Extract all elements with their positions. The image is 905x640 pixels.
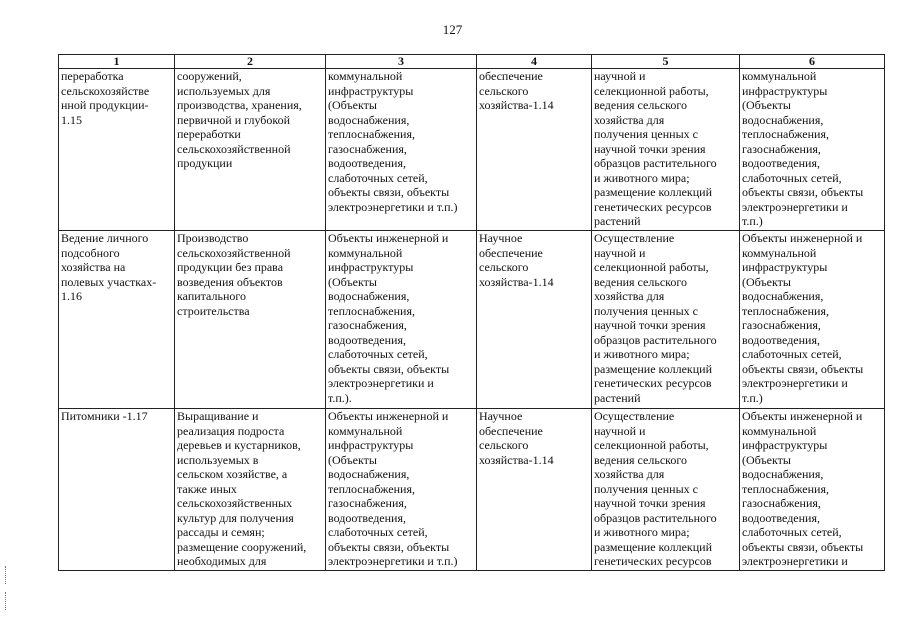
- table-cell: Объекты инженерной и коммунальной инфраструктуры (Объекты водоснабжения, теплоснабжения, газоснабжения, водоотведения, слаботочных сетей, объекты связи, объекты электроэнергетики и т.п.).: [326, 231, 477, 409]
- table-cell: Производство сельскохозяйственной продукции без права возведения объектов капитального строительства: [175, 231, 326, 409]
- table-cell: Объекты инженерной и коммунальной инфраструктуры (Объекты водоснабжения, теплоснабжения, газоснабжения, водоотведения, слаботочных сетей, объекты связи, объекты электроэнергетики и т.п.): [326, 409, 477, 571]
- column-header: 4: [477, 55, 592, 69]
- table-cell: обеспечение сельского хозяйства-1.14: [477, 69, 592, 231]
- table-row: [59, 231, 885, 409]
- scan-edge-mark: [5, 592, 8, 610]
- table-cell: Осуществление научной и селекционной работы, ведения сельского хозяйства для получения ценных с научной точки зрения образцов растительного и животного мира; размещение коллекций генетических ресурсов: [592, 409, 740, 571]
- scan-edge-mark: [5, 566, 8, 584]
- table-cell: Ведение личного подсобного хозяйства на полевых участках- 1.16: [59, 231, 175, 409]
- table-cell: Научное обеспечение сельского хозяйства-1.14: [477, 231, 592, 409]
- table-cell: переработка сельскохозяйстве нной продукции- 1.15: [59, 69, 175, 231]
- table-cell: Выращивание и реализация подроста деревьев и кустарников, используемых в сельском хозяйстве, а также иных сельскохозяйственных культур для получения рассады и семян; размещение сооружений, необходимых для: [175, 409, 326, 571]
- table-header-row: [59, 55, 885, 69]
- table-cell: Научное обеспечение сельского хозяйства-1.14: [477, 409, 592, 571]
- table-cell: Питомники -1.17: [59, 409, 175, 571]
- table-cell: сооружений, используемых для производства, хранения, первичной и глубокой переработки сельскохозяйственной продукции: [175, 69, 326, 231]
- column-header: 1: [59, 55, 175, 69]
- table-cell: Осуществление научной и селекционной работы, ведения сельского хозяйства для получения ценных с научной точки зрения образцов растительного и животного мира; размещение коллекций генетических ресурсов растений: [592, 231, 740, 409]
- column-header: 5: [592, 55, 740, 69]
- table-cell: научной и селекционной работы, ведения сельского хозяйства для получения ценных с научной точки зрения образцов растительного и животного мира; размещение коллекций генетических ресурсов растений: [592, 69, 740, 231]
- column-header: 2: [175, 55, 326, 69]
- table-cell: Объекты инженерной и коммунальной инфраструктуры (Объекты водоснабжения, теплоснабжения, газоснабжения, водоотведения, слаботочных сетей, объекты связи, объекты электроэнергетики и: [740, 409, 885, 571]
- table-row: [59, 409, 885, 571]
- land-use-table: [58, 54, 885, 571]
- page-number: 127: [442, 22, 463, 37]
- table-row: [59, 69, 885, 231]
- table-cell: коммунальной инфраструктуры (Объекты водоснабжения, теплоснабжения, газоснабжения, водоотведения, слаботочных сетей, объекты связи, объекты электроэнергетики и т.п.): [326, 69, 477, 231]
- column-header: 6: [740, 55, 885, 69]
- column-header: 3: [326, 55, 477, 69]
- table-cell: коммунальной инфраструктуры (Объекты водоснабжения, теплоснабжения, газоснабжения, водоотведения, слаботочных сетей, объекты связи, объекты электроэнергетики и т.п.): [740, 69, 885, 231]
- table-cell: Объекты инженерной и коммунальной инфраструктуры (Объекты водоснабжения, теплоснабжения, газоснабжения, водоотведения, слаботочных сетей, объекты связи, объекты электроэнергетики и т.п.): [740, 231, 885, 409]
